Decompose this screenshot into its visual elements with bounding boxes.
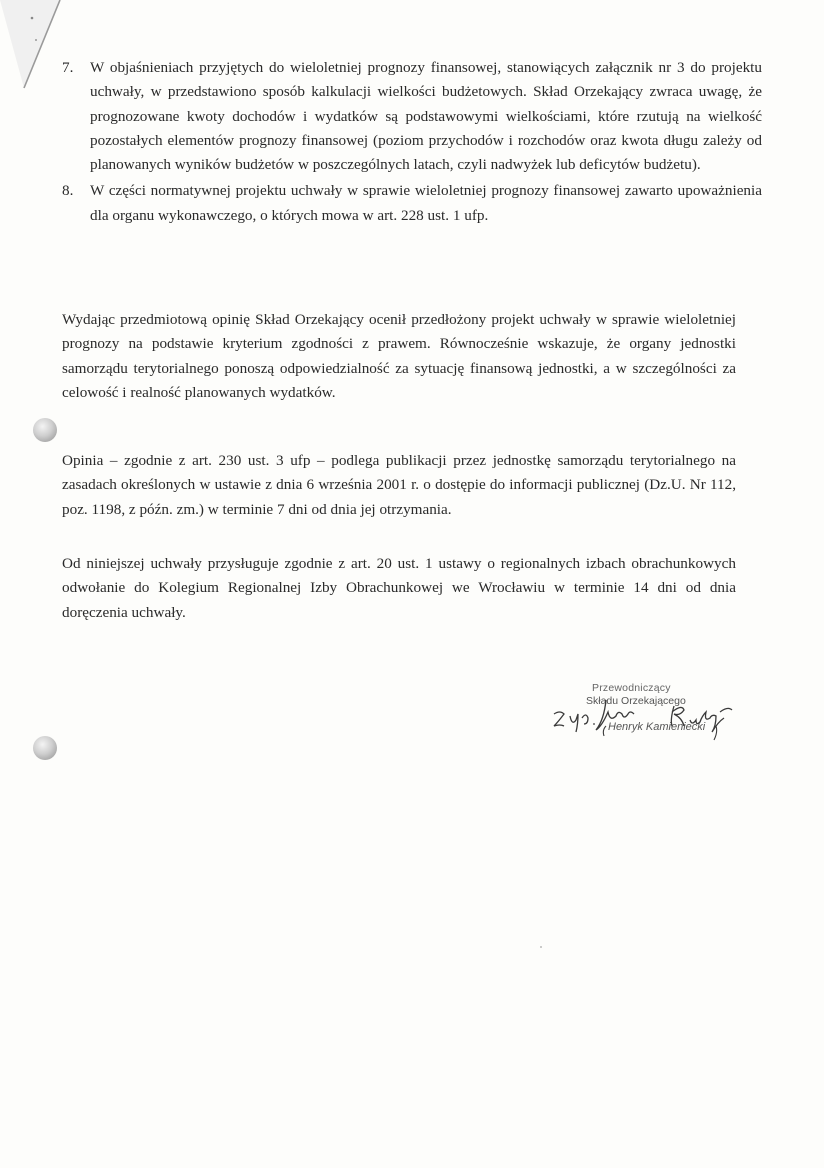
appeal-paragraph: Od niniejszej uchwały przysługuje zgodnie z art. 20 ust. 1 ustawy o regionalnych izbach obrachunkowych odwołanie do Kolegium Regionalnej Izby Obrachunkowej we Wrocławiu w terminie 14 dni od dnia doręczenia uchwały. [62, 555, 736, 621]
publication-paragraph: Opinia – zgodnie z art. 230 ust. 3 ufp – podlega publikacji przez jednostkę samorządu terytorialnego na zasadach określonych w ustawie z dnia 6 września 2001 r. o dostępie do informacji publicznej (Dz.U. Nr 112, poz. 1198, z późn. zm.) w terminie 7 dni od dnia jej otrzymania. [62, 452, 736, 518]
signature-block [540, 678, 760, 748]
scan-speck [540, 946, 542, 948]
list-item-text: W części normatywnej projektu uchwały w sprawie wieloletniej prognozy finansowej zawarto upoważnienia dla organu wykonawczego, o których mowa w art. 228 ust. 1 ufp. [90, 182, 762, 224]
handwritten-signature [540, 678, 760, 748]
list-item [62, 179, 762, 228]
list-item [62, 56, 762, 177]
opinion-paragraph: Wydając przedmiotową opinię Skład Orzekający ocenił przedłożony projekt uchwały w sprawie wieloletniej prognozy na podstawie kryterium zgodności z prawem. Równocześnie wskazuje, że organy jednostki samorządu terytorialnego ponoszą odpowiedzialność za sytuację finansową jednostki, a w szczególności za celowość i realność planowanych wydatków. [62, 311, 736, 401]
list-item-text: W objaśnieniach przyjętych do wieloletniej prognozy finansowej, stanowiących załącznik nr 3 do projektu uchwały, w przedstawiono sposób kalkulacji wielkości budżetowych. Skład Orzekający zwraca uwagę, że prognozowane kwoty dochodów i wydatków są podstawowymi wielkościami, które rzutują na wielkość pozostałych elementów prognozy finansowej (poziom przychodów i rozchodów oraz kwota długu zależy od planowanych wyników budżetów w poszczególnych latach, czyli nadwyżek lub deficytów budżetu). [90, 59, 762, 174]
stamp-subtitle: Składu Orzekającego [586, 695, 686, 707]
numbered-remarks-list [62, 56, 762, 228]
punch-hole-upper [33, 418, 57, 442]
stamp-name: Henryk Kamieniecki [608, 721, 706, 733]
punch-hole-lower [33, 736, 57, 760]
stamp-title: Przewodniczący [592, 682, 671, 694]
scan-artifact-mark [0, 0, 70, 90]
list-item-number: 8. [62, 182, 74, 200]
list-item-number: 7. [62, 59, 74, 76]
